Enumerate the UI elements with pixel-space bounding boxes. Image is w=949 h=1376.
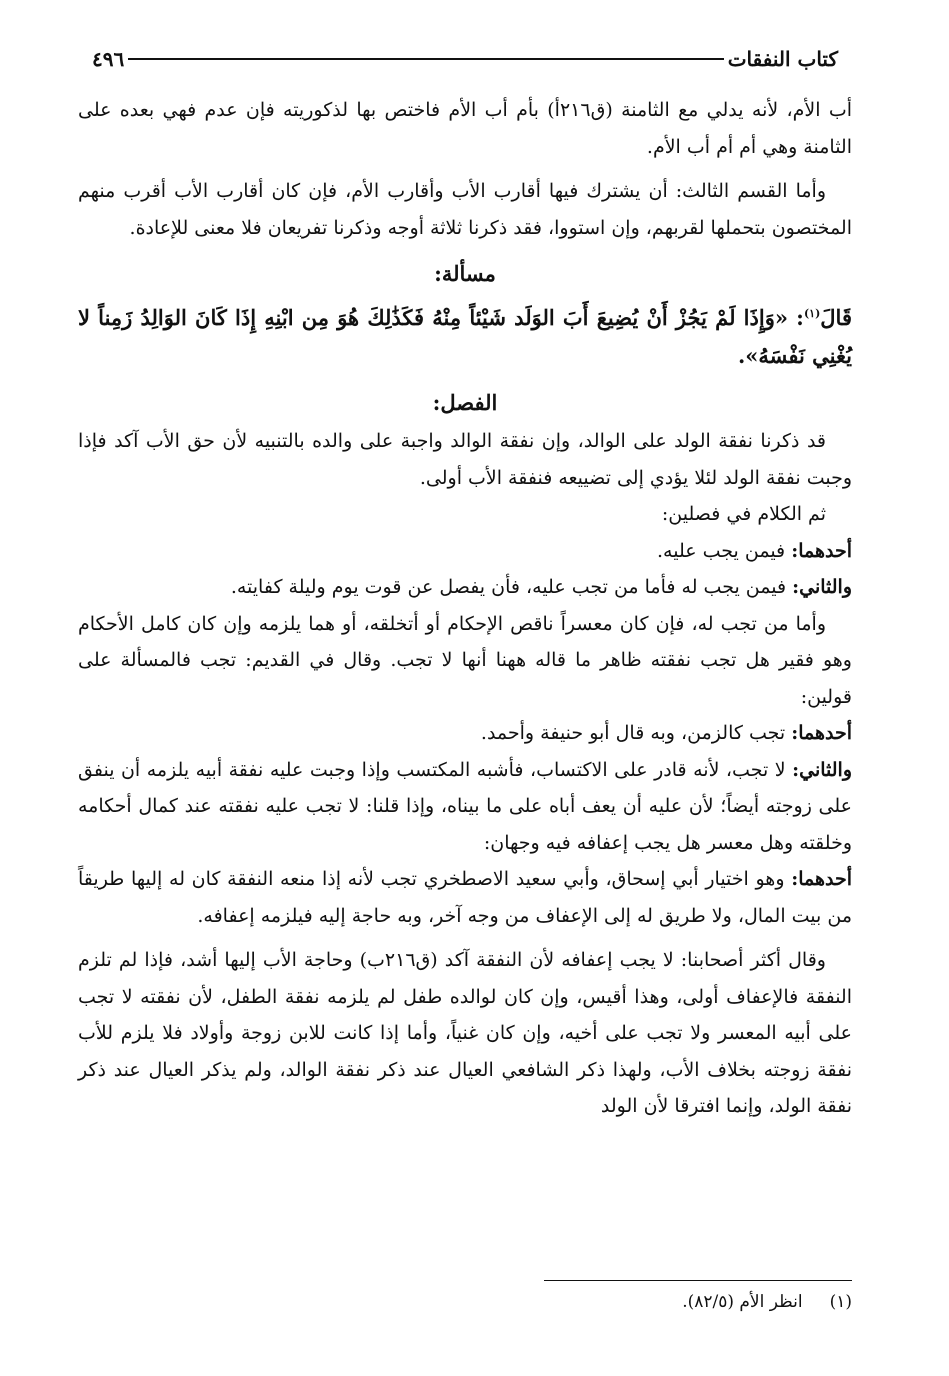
paragraph: أب الأم، لأنه يدلي مع الثامنة (ق٢١٦أ) بأم أب الأم فاختص بها لذكوريته فإن عدم فهي بعده على الثامنة وهي أم أم أب الأم. xyxy=(78,99,853,158)
page-number: ٤٩٦ xyxy=(92,47,125,71)
paragraph xyxy=(78,752,852,862)
paragraph: وقال أكثر أصحابنا: لا يجب إعفافه لأن النفقة آكد (ق٢١٦ب) وحاجة الأب إليها أشد، فإذا لم تلزم النفقة فالإعفاف أولى، وهذا أقيس، وإن كان لوالده طفل لم يلزمه نفقة الطفل، لأن نفقته لا تجب على أبيه المعسر ولا تجب على أخيه، وإن كان غنياً، وأما إذا كانت للابن زوجة وأولاد فلا يلزم للأب نفقة زوجته بخلاف الأب، ولهذا ذكر الشافعي العيال عند ذكر نفقة الوالد، ولم يذكر العيال عند ذكر نفقة الولد، وإنما افترقا لأن الولد xyxy=(78,949,852,1117)
lead-term: والثاني: xyxy=(792,758,852,781)
lead-term: أحدهما: xyxy=(791,539,852,562)
paragraph xyxy=(78,533,852,570)
paragraph xyxy=(78,569,852,606)
paragraph xyxy=(78,861,852,934)
paragraph xyxy=(78,715,852,752)
footnote-separator xyxy=(544,1280,852,1281)
paragraph-text: وهو اختيار أبي إسحاق، وأبي سعيد الاصطخري تجب لأنه إذا منعه النفقة كان له إليها طريقاً من بيت المال، ولا طريق له إلى الإعفاف من وجه آخر، وبه حاجة إليه فيلزمه إعفافه. xyxy=(78,868,852,927)
paragraph: ثم الكلام في فصلين: xyxy=(661,503,826,525)
footnote xyxy=(682,1292,852,1312)
paragraph: قد ذكرنا نفقة الولد على الوالد، وإن نفقة الوالد واجبة على والده بالتنبيه لأن حق الأب آكد فإذا وجبت نفقة الولد لئلا يؤدي إلى تضييعه فنفقة الأب أولى. xyxy=(78,430,852,489)
lead-term: أحدهما: xyxy=(791,868,852,890)
lead-term: والثاني: xyxy=(792,576,852,598)
qal-word: قَالَ xyxy=(820,304,852,330)
lead-term: أحدهما: xyxy=(791,722,852,744)
fasl-heading: الفصل: xyxy=(432,389,498,415)
quoted-text xyxy=(78,295,852,375)
paragraph-text: تجب كالزمن، وبه قال أبو حنيفة وأحمد. xyxy=(480,722,792,744)
paragraph-text: فيمن يجب عليه. xyxy=(657,539,792,562)
paragraph: وأما القسم الثالث: أن يشترك فيها أقارب الأب وأقارب الأم، فإن كان أقارب الأب أقرب منهم المختصون بتحملها لقربهم، وإن استووا، فقد ذكرنا ثلاثة أوجه وذكرنا تفريعان فلا معنى للإعادة. xyxy=(78,180,852,239)
paragraph-text: لا تجب، لأنه قادر على الاكتساب، فأشبه المكتسب وإذا وجبت عليه نفقة أبيه يلزمه أن ينفق على زوجته أيضاً؛ لأن عليه أن يعف أباه على ما بيناه، وإذا قلنا: لا تجب عليه نفقته عند كمال أحكامه وخلقته وهل معسر هل يجب إعفافه فيه وجهان: xyxy=(78,758,852,854)
paragraph-text: فيمن يجب له فأما من تجب عليه، فأن يفصل عن قوت يوم وليلة كفايته. xyxy=(230,576,793,598)
paragraph: وأما من تجب له، فإن كان معسراً ناقص الإحكام أو أتخلقه، أو هما يلزمه وإن كان كامل الأحكام وهو فقير هل تجب نفقته ظاهر ما قاله ههنا أنها لا تجب. وقال في القديم: تجب فالمسألة على قولين: xyxy=(78,612,852,708)
qal-body: : «وَإِذَا لَمْ يَجُزْ أَنْ يُضِيعَ أَبَ الوَلَد شَيْئاً مِنْهُ فَكَذَٰلِكَ هُوَ مِن ابْنِهِ إِذَا كَانَ الوَالِدُ زَمِناً لا يُغْنِي نَفْسَهُ». xyxy=(78,304,852,368)
chapter-title: كتاب النفقات xyxy=(727,47,838,71)
page-header xyxy=(78,40,852,78)
document-page xyxy=(78,40,852,1350)
footnote-marker: (١) xyxy=(803,306,821,320)
header-rule xyxy=(128,58,723,60)
main-text xyxy=(78,92,852,1125)
footnote-number: (١) xyxy=(829,1292,852,1312)
masala-heading: مسألة: xyxy=(434,261,496,286)
footnote-text: انظر الأم (٨٢/٥). xyxy=(682,1292,803,1312)
